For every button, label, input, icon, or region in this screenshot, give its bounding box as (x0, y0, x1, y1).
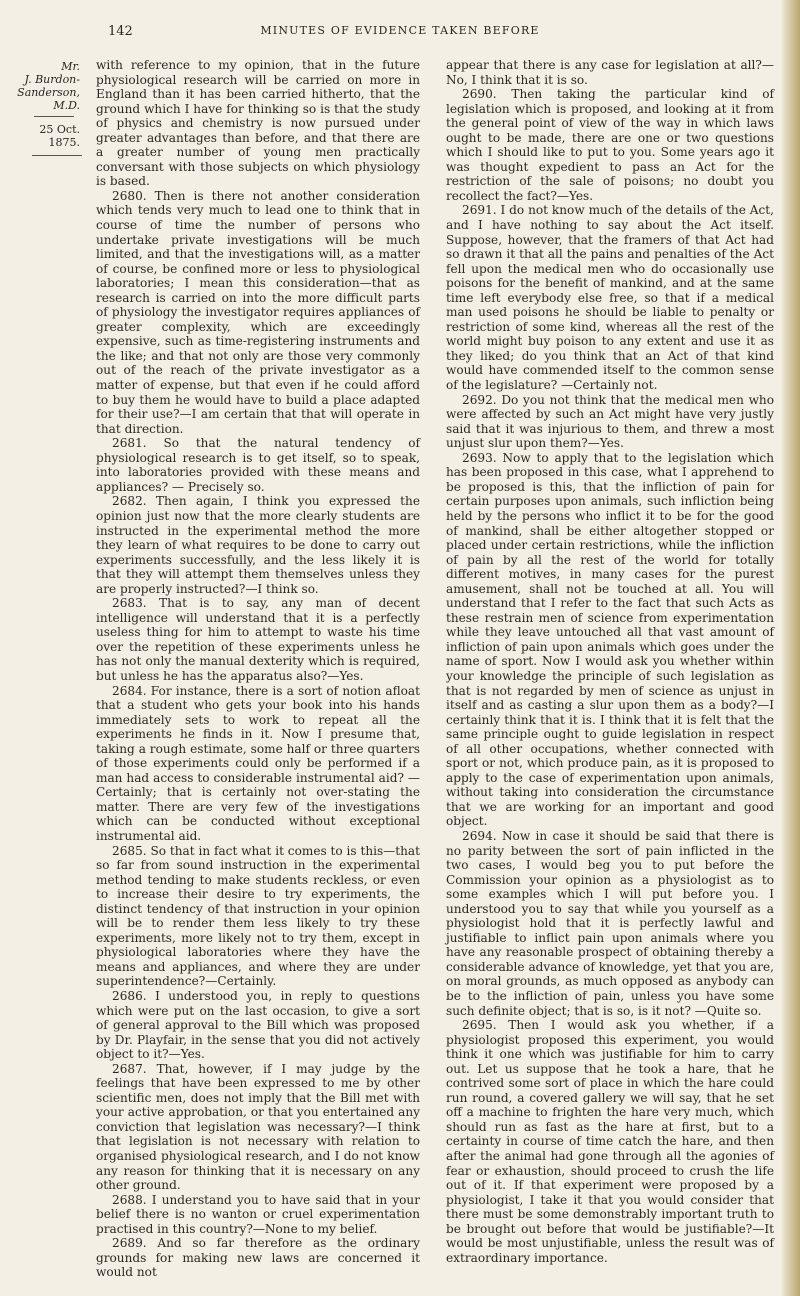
paragraph: 2681. So that the natural tendency of physiological research is to get itself, so to speak, into laboratories provided with these means and appliances? — Precisely so. (96, 436, 420, 494)
margin-date: 25 Oct. 1875. (39, 123, 80, 149)
paragraph: 2686. I understood you, in reply to questions which were put on the last occasion, to give a sort of general approval to the Bill which was proposed by Dr. Playfair, in the sense that you did not actively object to it?—Yes. (96, 989, 420, 1062)
witness-name-line1: J. Burdon- (24, 73, 80, 86)
left-column (96, 58, 420, 1280)
witness-degree: M.D. (53, 99, 80, 112)
margin-rule (34, 116, 74, 117)
paragraph: 2693. Now to apply that to the legislation which has been proposed in this case, what I apprehend to be proposed is this, that the infliction of pain for certain purposes upon animals, such infliction being held by the persons who inflict it to be for the good of mankind, shall be either altogether stopped or placed under certain restrictions, while the infliction of pain by all the rest of the world for totally different motives, in many cases for the purest amusement, shall not be touched at all. You will understand that I refer to the fact that such Acts as these restrain men of science from experimentation while they leave untouched all that vast amount of infliction of pain upon animals which goes under the name of sport. Now I would ask you whether within your knowledge the principle of such legislation as that is not regarded by men of science as unjust in itself and as casting a slur upon them as a body?—I certainly think that it is. I think that it is felt that the same principle ought to guide legislation in respect of all other occupations, whether connected with sport or not, which produce pain, as it is proposed to apply to the case of experimentation upon animals, without taking into consideration the circumstance that we are working for an important and good object. (446, 450, 774, 829)
paragraph: 2694. Now in case it should be said that there is no parity between the sort of pain inflicted in the two cases, I would beg you to put before the Commission your opinion as a physiologist as to some examples which I will put before you. I understood you to say that while you yourself as a physiologist hold that it is perfectly lawful and justifiable to inflict pain upon animals where you have any reasonable prospect of obtaining thereby a considerable advance of knowledge, yet that you are, on moral grounds, as much opposed as anybody can be to the infliction of pain, unless you have some such definite object; that is so, is it not? —Quite so. (446, 828, 774, 1018)
paragraph: 2691. I do not know much of the details of the Act, and I have nothing to say about the Act itself. Suppose, however, that the framers of that Act had so drawn it that all the pains and penalties of the Act fell upon the medical men who do occasionally use poisons for the benefit of mankind, and at the same time left everybody else free, so that if a medical man used poisons he should be liable to penalty or restriction of some kind, whereas all the rest of the world might buy poison to any extent and use it as they liked; do you think that an Act of that kind would have commended itself to the common sense of the legislature? —Certainly not. (446, 203, 774, 393)
paragraph: 2683. That is to say, any man of decent intelligence will understand that it is a perfectly useless thing for him to attempt to waste his time over the repetition of these experiments unless he has not only the manual dexterity which is required, but unless he has the apparatus also?—Yes. (96, 596, 420, 683)
paragraph: 2680. Then is there not another consideration which tends very much to lead one to think that in course of time the number of persons who undertake private investigations will be much limited, and that the investigations will, as a matter of course, be confined more or less to physiological laboratories; I mean this consideration—that as research is carried on into the more difficult parts of physiology the investigator requires appliances of greater complexity, which are exceedingly expensive, such as time-registering instruments and the like; and that not only are those very commonly out of the reach of the private investigator as a matter of expense, but that even if he could afford to buy them he would have to build a place adapted for their use?—I am certain that that will operate in that direction. (96, 188, 420, 436)
paragraph: appear that there is any case for legislation at all?—No, I think that it is so. (446, 58, 774, 87)
paragraph: 2690. Then taking the particular kind of legislation which is proposed, and looking at it from the general point of view of the way in which laws ought to be made, there are one or two questions which I should like to put to you. Some years ago it was thought expedient to pass an Act for the restriction of the sale of poisons; no doubt you recollect the fact?—Yes. (446, 87, 774, 203)
paragraph: 2687. That, however, if I may judge by the feelings that have been expressed to me by other scientific men, does not imply that the Bill met with your active approbation, or that you entertained any conviction that legislation was necessary?—I think that legislation is not necessary with relation to organised physiological research, and I do not know any reason for thinking that it is necessary on any other ground. (96, 1061, 420, 1193)
paragraph: 2689. And so far therefore as the ordinary grounds for making new laws are concerned it would not (96, 1236, 420, 1280)
right-column (446, 58, 774, 1268)
paragraph: 2682. Then again, I think you expressed the opinion just now that the more clearly students are instructed in the experimental method the more they learn of what requires to be done to carry out experiments successfully, and the less likely it is that they will attempt them themselves unless they are properly instructed?—I think so. (96, 494, 420, 596)
paragraph: with reference to my opinion, that in the future physiological research will be carried on more in England than it has been carried hitherto, that the ground which I have for thinking so is that the study of physics and chemistry is now pursued under greater advantages than before, and that there are a greater number of young men practically conversant with those subjects on which physiology is based. (96, 58, 420, 189)
paragraph: 2695. Then I would ask you whether, if a physiologist proposed this experiment, you would think it one which was justifiable for him to carry out. Let us suppose that he took a hare, that he contrived some sort of place in which the hare could run round, a covered gallery we will say, that he set off a machine to frighten the hare very much, which should run as fast as the hare at first, but to a certainty in course of time catch the hare, and then after the animal had gone through all the agonies of fear or exhaustion, should proceed to crush the life out of it. If that experiment were proposed by a physiologist, I take it that you would consider that there must be some demonstrably important truth to be brought out before that would be justifiable?—It would be most unjustifiable, unless the result was of extraordinary importance. (446, 1018, 774, 1265)
paragraph: 2692. Do you not think that the medical men who were affected by such an Act might have very justly said that it was injurious to them, and threw a most unjust slur upon them?—Yes. (446, 392, 774, 451)
page-number: 142 (108, 24, 133, 39)
witness-name-line2: Sanderson, (17, 86, 80, 99)
margin-rule-2 (32, 155, 82, 156)
witness-title: Mr. (61, 60, 80, 73)
running-head: MINUTES OF EVIDENCE TAKEN BEFORE (260, 24, 540, 37)
paragraph: 2685. So that in fact what it comes to is this—that so far from sound instruction in the experimental method tending to make students reckless, or even to increase their desire to try experiments, the distinct tendency of that instruction in your opinion will be to render them less likely to try these experiments, more likely not to try them, except in physiological laboratories where they have the means and appliances, and where they are under superintendence?—Certainly. (96, 843, 420, 989)
margin-note (14, 60, 80, 156)
paragraph: 2684. For instance, there is a sort of notion afloat that a student who gets your book into his hands immediately sets to work to repeat all the experiments he finds in it. Now I presume that, taking a rough estimate, some half or three quarters of those experiments could only be performed if a man had access to considerable instrumental aid? —Certainly; that is certainly not over-stating the matter. There are very few of the investigations which can be conducted without exceptional instrumental aid. (96, 683, 420, 843)
paragraph: 2688. I understand you to have said that in your belief there is no wanton or cruel experimentation practised in this country?—None to my belief. (96, 1192, 420, 1236)
page-edge-shadow (782, 0, 800, 1296)
